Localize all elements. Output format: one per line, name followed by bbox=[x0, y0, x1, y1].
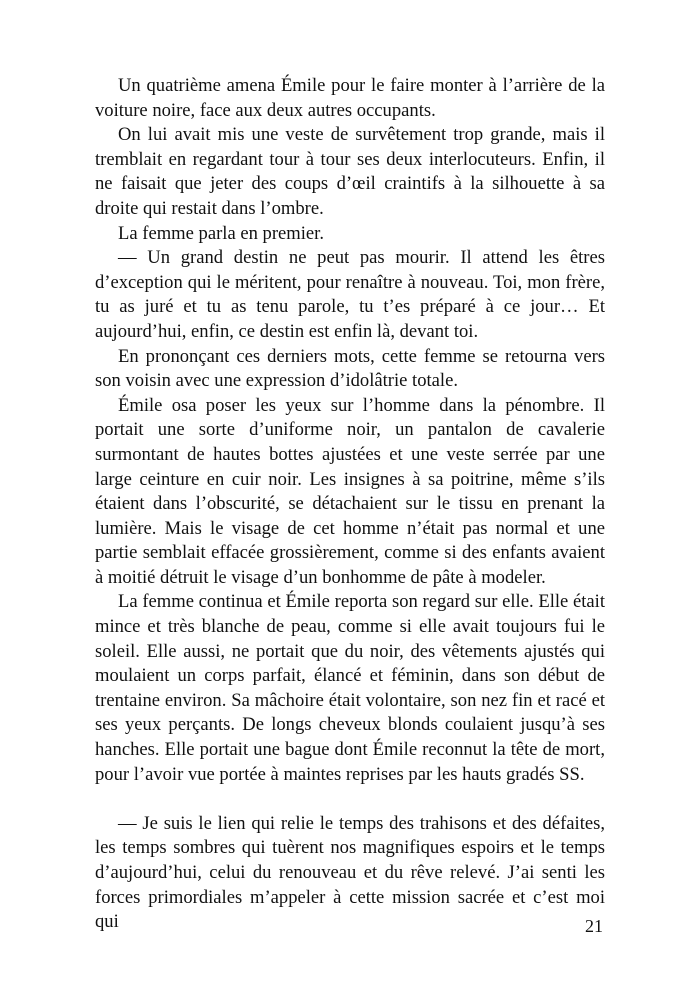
paragraph-8: — Je suis le lien qui relie le temps des trahisons et des défaites, les temps sombres qui tuèrent nos magnifiques espoirs et le temps d’aujourd’hui, celui du renouveau et du rêve relevé. J’ai senti les forces primordiales m’appeler à cette mission sacrée et c’est moi qui bbox=[95, 812, 605, 933]
paragraph-3: La femme parla en premier. bbox=[118, 222, 324, 244]
paragraph-2: On lui avait mis une veste de survêtement trop grande, mais il tremblait en regardant tour à tour ses deux interlocuteurs. Enfin, il ne faisait que jeter des coups d’œil craintifs à la silhouette à sa droite qui restait dans l’ombre. bbox=[95, 124, 605, 219]
paragraph-1: Un quatrième amena Émile pour le faire monter à l’arrière de la voiture noire, face aux deux autres occupants. bbox=[95, 75, 605, 121]
page-number: 21 bbox=[585, 916, 603, 936]
paragraph-7: La femme continua et Émile reporta son regard sur elle. Elle était mince et très blanche de peau, comme si elle avait toujours fui le soleil. Elle aussi, ne portait que du noir, des vêtements ajustés qui moulaient un corps parfait, élancé et féminin, dans son début de trentaine environ. Sa mâchoire était volontaire, son nez fin et racé et ses yeux perçants. De longs cheveux blonds coulaient jusqu’à ses hanches. Elle portait une bague dont Émile reconnut la tête de mort, pour l’avoir vue portée à maintes reprises par les hauts gradés SS. bbox=[95, 591, 605, 785]
paragraph-4: — Un grand destin ne peut pas mourir. Il attend les êtres d’exception qui le méritent, pour renaître à nouveau. Toi, mon frère, tu as juré et tu as tenu parole, tu t’es préparé à ce jour… Et aujourd’hui, enfin, ce destin est enfin là, devant toi. bbox=[95, 247, 605, 342]
paragraph-6: Émile osa poser les yeux sur l’homme dans la pénombre. Il portait une sorte d’uniforme noir, un pantalon de cavalerie surmontant de hautes bottes ajustées et une veste serrée par une large ceinture en cuir noir. Les insignes à sa poitrine, même s’ils étaient dans l’obscurité, se détachaient sur le tissu en prenant la lumière. Mais le visage de cet homme n’était pas normal et une partie semblait effacée grossièrement, comme si des enfants avaient à moitié détruit le visage d’un bonhomme de pâte à modeler. bbox=[95, 394, 605, 588]
paragraph-5: En prononçant ces derniers mots, cette femme se retourna vers son voisin avec une expression d’idolâtrie totale. bbox=[95, 345, 605, 392]
section-gap bbox=[95, 787, 605, 812]
page-body bbox=[95, 74, 605, 935]
